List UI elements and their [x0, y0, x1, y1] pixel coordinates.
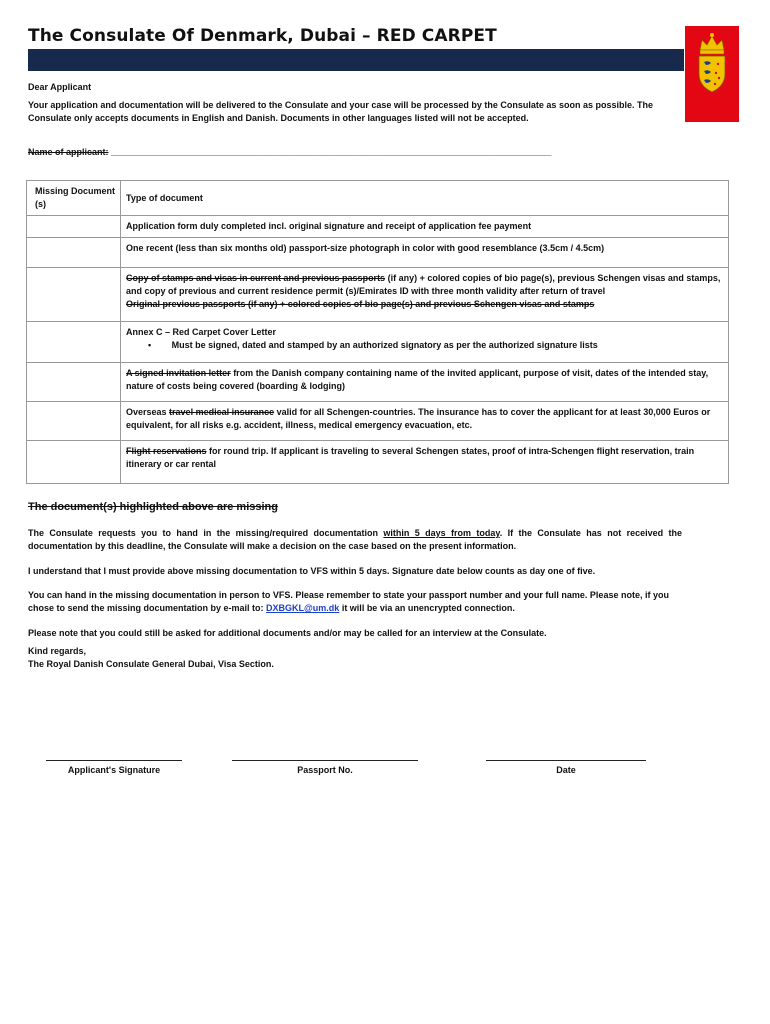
- document-text: Application form duly completed incl. original signature and receipt of application fee payment: [126, 221, 532, 231]
- document-text: Overseas: [126, 407, 170, 417]
- document-type-cell: [121, 322, 729, 363]
- document-text-highlighted: travel medical insurance: [169, 407, 275, 417]
- table-row: [27, 441, 729, 484]
- document-text: for round trip. If applicant is traveling to several Schengen states, proof of intra-Schengen flight reservation, train itinerary or car rental: [126, 446, 695, 469]
- document-text: from the Danish company containing name of the invited applicant, purpose of visit, dates of the intended stay, nature of costs being covered (boarding & lodging): [126, 368, 709, 391]
- vfs-text: You can hand in the missing documentation in person to VFS. Please remember to state your passport number and your full name. Please note, if you chose to send the missing documentation by e-mail to:: [28, 590, 669, 613]
- vfs-text-end: it will be via an unencrypted connection.: [339, 603, 515, 613]
- document-text: (if any) + colored copies of bio page(s), previous Schengen visas and stamps, and copy of previous and current residence permit (s)/Emirates ID with three month validity after return of travel: [126, 273, 721, 296]
- email-link[interactable]: DXBGKL@um.dk: [266, 603, 340, 613]
- passport-number-field[interactable]: [232, 752, 418, 775]
- deadline-text-end: . If the Consulate has not received the documentation by this deadline, the Consulate will make a decision on the case based on the present information.: [28, 528, 682, 551]
- understanding-paragraph: I understand that I must provide above missing documentation to VFS within 5 days. Signature date below counts as day one of five.: [28, 566, 596, 576]
- missing-checkbox-cell[interactable]: [27, 441, 121, 484]
- document-type-cell: [121, 402, 729, 441]
- missing-checkbox-cell[interactable]: [27, 216, 121, 238]
- missing-heading: The document(s) highlighted above are missing: [28, 501, 278, 513]
- document-type-cell: [121, 441, 729, 484]
- date-label: Date: [556, 765, 576, 775]
- documents-table: [26, 180, 729, 484]
- document-text-highlighted: Copy of stamps and visas in current and previous passports: [126, 273, 386, 283]
- missing-column-header: [27, 181, 121, 216]
- bullet-icon: •: [148, 340, 152, 350]
- regards: Kind regards,: [28, 646, 87, 656]
- document-text-highlighted: Original previous passports: [126, 299, 246, 309]
- deadline-paragraph: [28, 527, 682, 553]
- signature-line: [46, 752, 182, 761]
- document-text-highlighted: Flight reservations: [126, 446, 207, 456]
- page-title: The Consulate Of Denmark, Dubai – RED CARPET: [28, 26, 497, 46]
- missing-checkbox-cell[interactable]: [27, 322, 121, 363]
- applicant-name-label: Name of applicant:: [28, 147, 109, 157]
- salutation: Dear Applicant: [28, 82, 92, 92]
- missing-column-label: Missing Document (s): [35, 186, 116, 209]
- document-type-cell: [121, 238, 729, 268]
- missing-checkbox-cell[interactable]: [27, 268, 121, 322]
- table-row: [27, 238, 729, 268]
- type-column-label: Type of document: [126, 192, 203, 203]
- document-text: valid for all Schengen-countries. The insurance has to cover the applicant for at least 30,000 Euros or equivalent, for all risks e.g. accident, illness, medical emergency evacuation, etc.: [126, 407, 711, 430]
- interview-paragraph: Please note that you could still be asked for additional documents and/or may be called for an interview at the Consulate.: [28, 628, 547, 638]
- document-text: One recent (less than six months old) passport-size photograph in color with good resemblance (3.5cm / 4.5cm): [126, 243, 605, 253]
- document-type-cell: [121, 268, 729, 322]
- signature-line: [486, 752, 646, 761]
- signoff: The Royal Danish Consulate General Dubai, Visa Section.: [28, 659, 274, 669]
- document-subtext: Must be signed, dated and stamped by an authorized signatory as per the authorized signature lists: [171, 340, 598, 350]
- missing-checkbox-cell[interactable]: [27, 402, 121, 441]
- missing-checkbox-cell[interactable]: [27, 363, 121, 402]
- document-text: (if any) + colored copies of bio page(s) and previous Schengen visas and stamps: [245, 299, 595, 309]
- missing-checkbox-cell[interactable]: [27, 238, 121, 268]
- date-field[interactable]: [486, 752, 646, 775]
- deadline-highlight: within 5 days from today: [383, 528, 500, 538]
- applicant-signature-field[interactable]: [46, 752, 182, 775]
- type-column-header: [121, 181, 729, 216]
- document-type-cell: [121, 216, 729, 238]
- applicant-signature-label: Applicant's Signature: [67, 765, 161, 775]
- danish-coat-of-arms-icon: [685, 26, 739, 122]
- table-row: [27, 216, 729, 238]
- document-type-cell: [121, 363, 729, 402]
- table-header-row: [27, 181, 729, 216]
- document-text-highlighted: A signed invitation letter: [126, 368, 231, 378]
- applicant-name-line: [28, 146, 552, 159]
- table-row: [27, 322, 729, 363]
- table-row: [27, 268, 729, 322]
- intro-paragraph: Your application and documentation will be delivered to the Consulate and your case will be processed by the Consulate as soon as possible. The Consulate only accepts documents in English and Danish. Documents in other languages listed will not be accepted.: [28, 100, 653, 123]
- passport-number-label: Passport No.: [297, 765, 353, 775]
- document-text: Annex C – Red Carpet Cover Letter: [126, 327, 277, 337]
- table-row: [27, 402, 729, 441]
- deadline-text: The Consulate requests you to hand in the missing/required documentation: [28, 528, 384, 538]
- vfs-paragraph: [28, 589, 688, 615]
- table-row: [27, 363, 729, 402]
- signature-line: [232, 752, 418, 761]
- header-bar: [28, 49, 684, 71]
- applicant-name-blank: ________________________________________________________________________________________: [111, 147, 552, 157]
